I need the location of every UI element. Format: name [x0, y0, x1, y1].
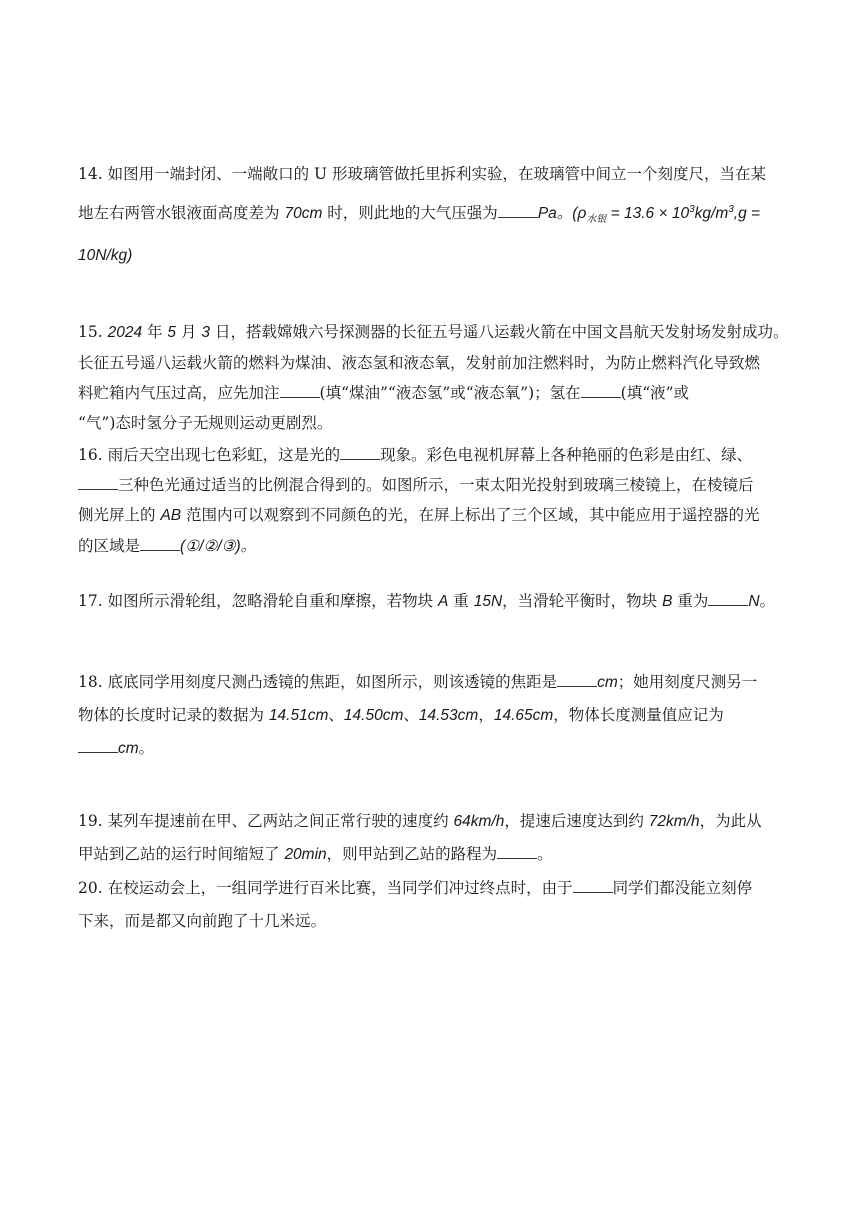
q15-line-1: 15. 2024 年 5 月 3 日，搭载嫦娥六号探测器的长征五号遥八运载火箭在中国文昌航天发射场发射成功。 [78, 323, 789, 341]
q14-text: 地左右两管水银液面高度差为 [78, 204, 280, 222]
q15-line-4: “气”)态时氢分子无规则运动更剧烈。 [78, 414, 333, 432]
q20-line-2: 下来，而是都又向前跑了十几米远。 [78, 912, 327, 930]
q14-height-value: 70cm [284, 205, 323, 222]
q18-line-1: 18. 底底同学用刻度尺测凸透镜的焦距，如图所示，则该透镜的焦距是 cm；她用刻度尺测另一 [78, 673, 758, 691]
q18-line-2: 物体的长度时记录的数据为 14.51cm、14.50cm、14.53cm，14.65cm，物体长度测量值应记为 [78, 706, 724, 724]
q19-line-2: 甲站到乙站的运行时间缩短了 20min，则甲站到乙站的路程为 。 [78, 845, 553, 863]
q17-line-1: 17. 如图所示滑轮组，忽略滑轮自重和摩擦，若物块 A 重 15N，当滑轮平衡时，物块 B 重为 N。 [78, 592, 776, 610]
q16-line-1: 16. 雨后天空出现七色彩虹，这是光的 现象。彩色电视机屏幕上各种艳丽的色彩是由红、绿、 [78, 446, 753, 464]
q16-line-4: 的区域是 (①/②/③)。 [78, 537, 257, 555]
question-14 [78, 156, 786, 274]
q14-formula: 。($\rho_{水银} = 13.6 \times 10^3kg/m^3,g$ = [556, 204, 761, 225]
q14-line-3: 10N/kg) [78, 247, 133, 264]
q14-unit: Pa [537, 205, 557, 222]
answer-blank[interactable] [140, 536, 180, 551]
question-18 [78, 666, 786, 765]
q19-line-1: 19. 某列车提速前在甲、乙两站之间正常行驶的速度约 64km/h，提速后速度达到约 72km/h，为此从 [78, 812, 762, 830]
q16-line-3: 侧光屏上的 AB 范围内可以观察到不同颜色的光，在屏上标出了三个区域，其中能应用于遥控器的光 [78, 506, 760, 524]
question-17 [78, 587, 786, 616]
question-19 [78, 805, 786, 871]
answer-blank[interactable] [280, 383, 320, 398]
q14-text: 时，则此地的大气压强为 [327, 204, 498, 222]
answer-blank[interactable] [340, 445, 380, 460]
q20-line-1: 20. 在校运动会上，一组同学进行百米比赛，当同学们冲过终点时，由于 同学们都没能立刻停 [78, 879, 753, 897]
q15-line-2: 长征五号遥八运载火箭的燃料为煤油、液态氢和液态氧，发射前加注燃料时，为防止燃料汽化导致燃 [78, 354, 761, 372]
answer-blank[interactable] [78, 738, 118, 753]
q18-line-3: cm。 [78, 732, 786, 765]
answer-blank[interactable] [78, 475, 118, 490]
answer-blank[interactable] [557, 672, 597, 687]
question-16 [78, 440, 786, 562]
answer-blank[interactable] [498, 203, 538, 218]
q15-line-3: 料贮箱内气压过高，应先加注 (填“煤油”“液态氢”或“液态氧”)；氢在 (填“液”或 [78, 384, 690, 402]
answer-blank[interactable] [573, 878, 613, 893]
q14-line-2 [78, 192, 786, 238]
q16-line-2: 三种色光通过适当的比例混合得到的。如图所示，一束太阳光投射到玻璃三棱镜上，在棱镜后 [78, 470, 786, 500]
answer-blank[interactable] [581, 383, 621, 398]
answer-blank[interactable] [497, 844, 537, 859]
q14-line-1: 14. 如图用一端封闭、一端敞口的 U 形玻璃管做托里拆利实验，在玻璃管中间立一个刻度尺，当在某 [78, 165, 766, 183]
question-20 [78, 872, 786, 938]
answer-blank[interactable] [708, 591, 748, 606]
question-15 [78, 317, 789, 438]
